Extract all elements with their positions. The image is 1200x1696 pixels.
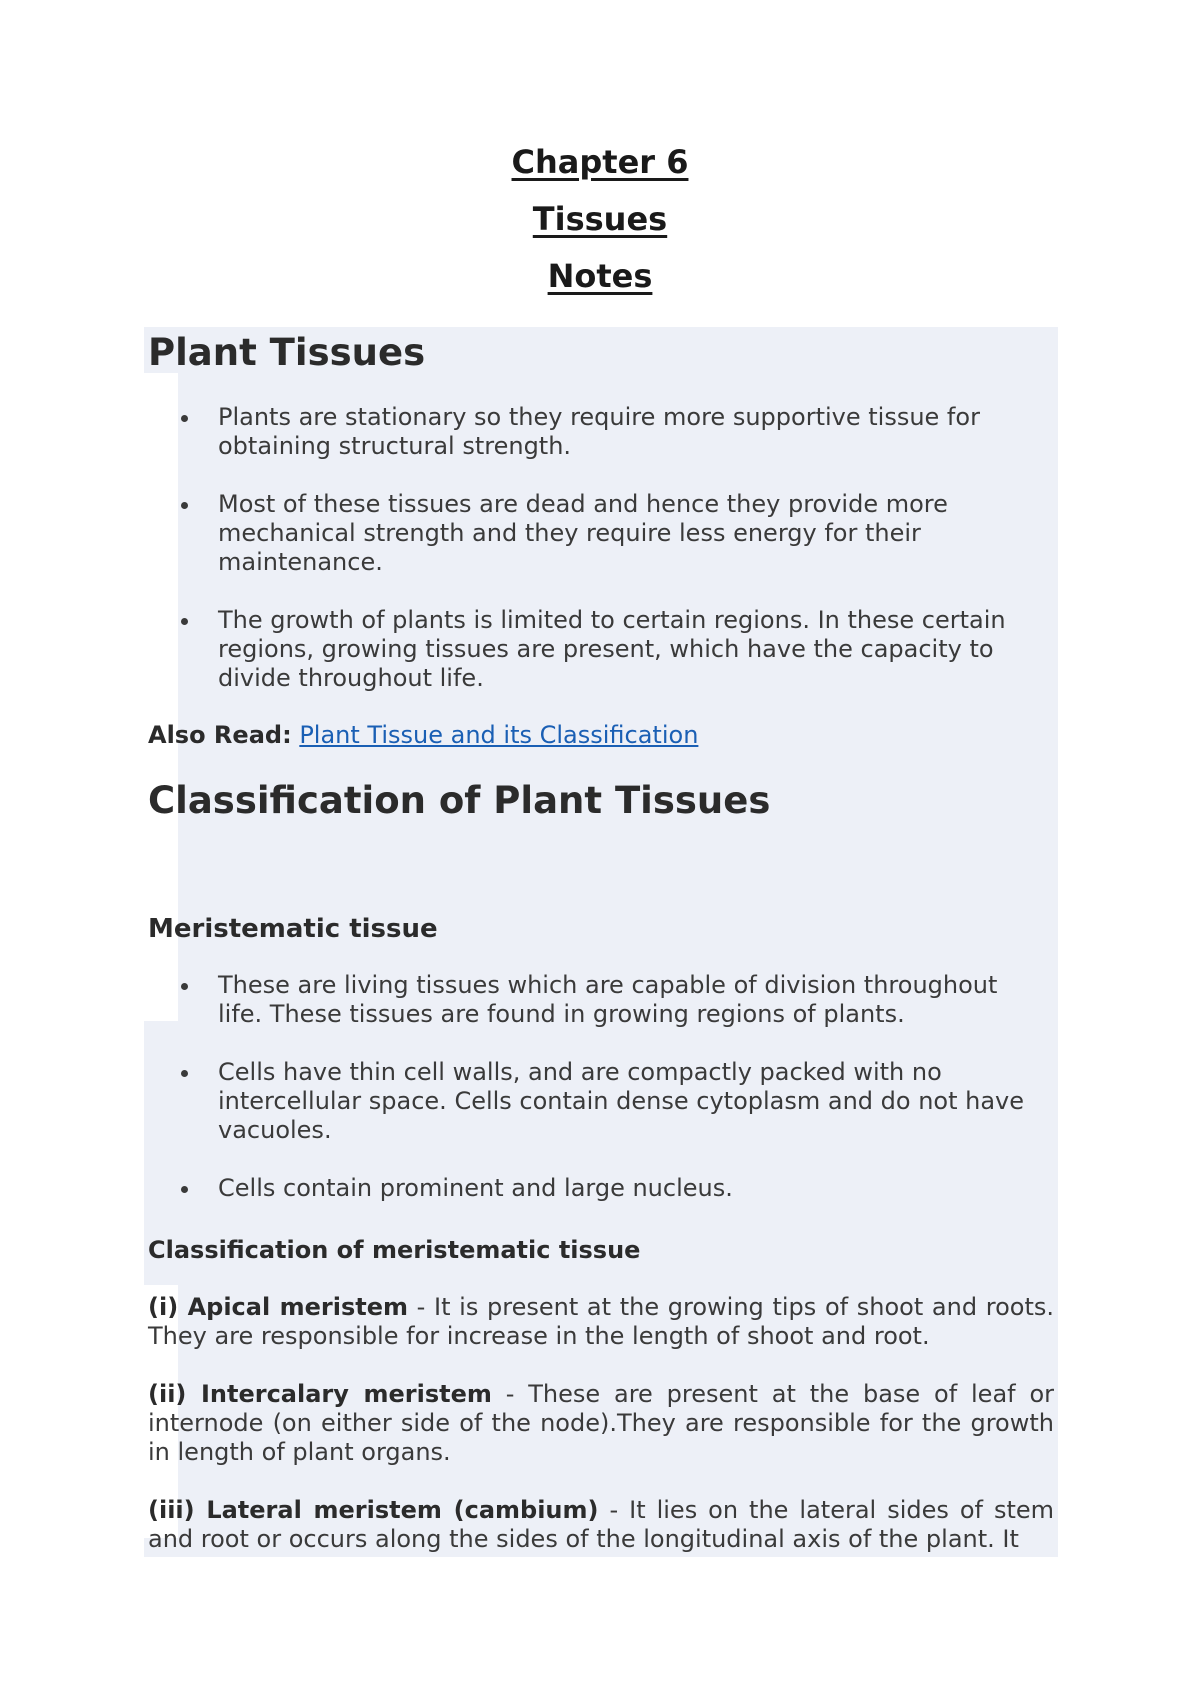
plant-tissues-list (144, 403, 1058, 693)
list-item: These are living tissues which are capable of division throughout life. These tissues are found in growing regions of plants. (144, 971, 1058, 1029)
chapter-title: Chapter 6 (511, 143, 689, 181)
list-item: Cells have thin cell walls, and are compactly packed with no intercellular space. Cells contain dense cytoplasm and do not have vacuoles. (144, 1058, 1058, 1145)
notes-content (144, 327, 1058, 1557)
list-item: Cells contain prominent and large nucleus. (144, 1174, 1058, 1203)
also-read-link[interactable]: Plant Tissue and its Classification (299, 721, 699, 749)
intercalary-meristem: (ii) Intercalary meristem - These are present at the base of leaf or internode (on either side of the node).They are responsible for the growth in length of plant organs. (148, 1380, 1055, 1466)
subheading-meristematic: Meristematic tissue (148, 914, 438, 944)
subject-title: Tissues (532, 200, 668, 238)
bullet-icon (181, 502, 188, 509)
bullet-icon (181, 983, 188, 990)
also-read (148, 721, 1054, 750)
section-heading-classification: Classification of Plant Tissues (148, 779, 771, 822)
term: (iii) Lateral meristem (cambium) (148, 1496, 599, 1524)
document-title-block (0, 140, 1200, 311)
apical-meristem: (i) Apical meristem - It is present at the growing tips of shoot and roots. They are responsible for increase in the length of shoot and root. (148, 1293, 1055, 1350)
meristematic-classification-heading: Classification of meristematic tissue (148, 1236, 641, 1264)
bullet-icon (181, 415, 188, 422)
bullet-icon (181, 1186, 188, 1193)
list-item: The growth of plants is limited to certain regions. In these certain regions, growing tissues are present, which have the capacity to divide throughout life. (144, 606, 1058, 693)
bullet-icon (181, 1070, 188, 1077)
list-item: Plants are stationary so they require more supportive tissue for obtaining structural strength. (144, 403, 1058, 461)
meristematic-list (144, 971, 1058, 1203)
notes-title: Notes (547, 257, 653, 295)
also-read-label: Also Read: (148, 721, 292, 749)
bullet-icon (181, 618, 188, 625)
term: (i) Apical meristem (148, 1293, 408, 1321)
term: (ii) Intercalary meristem (148, 1380, 492, 1408)
list-item: Most of these tissues are dead and hence they provide more mechanical strength and they require less energy for their maintenance. (144, 490, 1058, 577)
section-heading-plant-tissues: Plant Tissues (148, 331, 426, 374)
lateral-meristem: (iii) Lateral meristem (cambium) - It lies on the lateral sides of stem and root or occurs along the sides of the longitudinal axis of the plant. It (148, 1496, 1055, 1553)
